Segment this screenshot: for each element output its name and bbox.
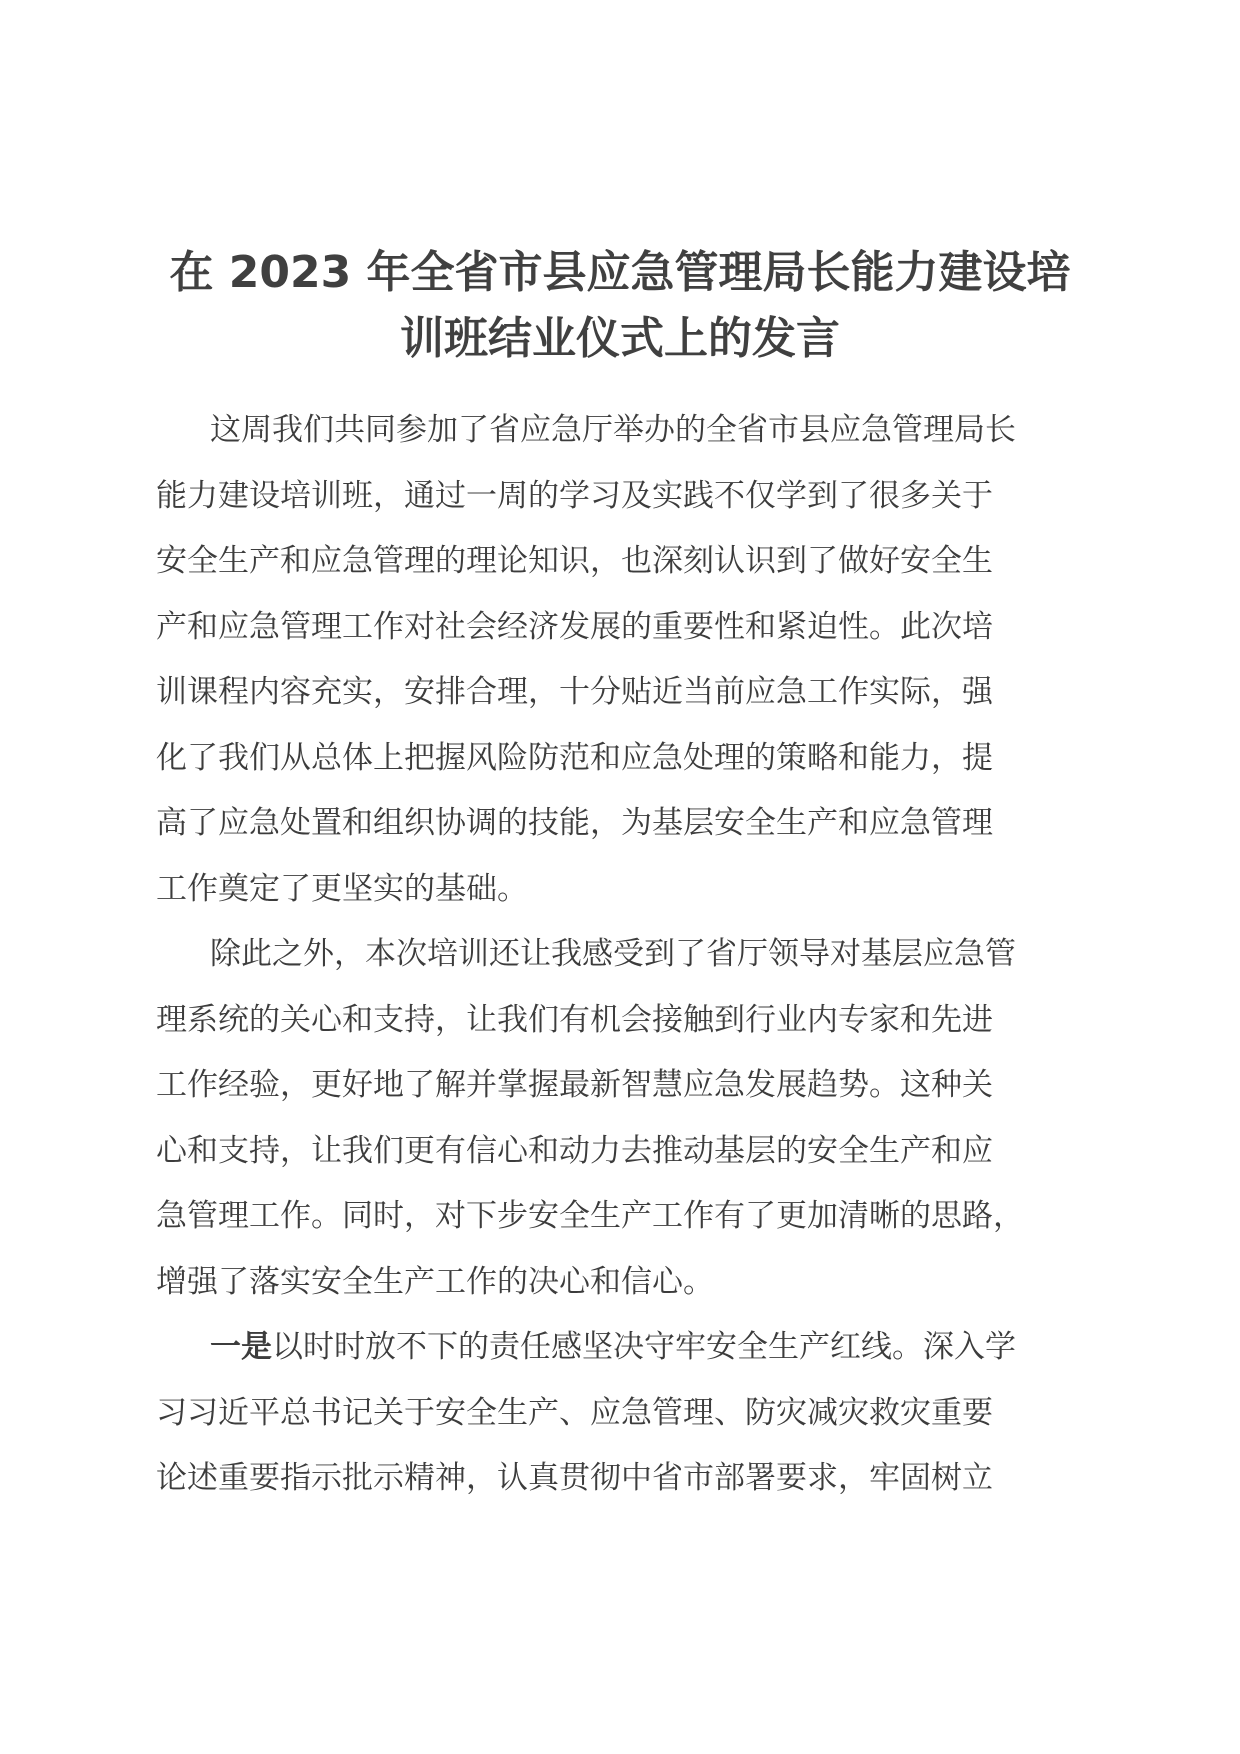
paragraph-line: 安全生产和应急管理的理论知识，也深刻认识到了做好安全生: [156, 543, 993, 579]
paragraph-line: 论述重要指示批示精神，认真贯彻中省市部署要求，牢固树立: [156, 1460, 993, 1496]
title-line: 训班结业仪式上的发言: [400, 313, 840, 364]
lead-bold-text: 一是: [210, 1329, 272, 1365]
paragraph-line: [156, 1315, 1086, 1381]
paragraph-line: 习习近平总书记关于安全生产、应急管理、防灾减灾救灾重要: [156, 1394, 993, 1431]
paragraph-1: [156, 398, 1086, 922]
paragraph-line: 工作奠定了更坚实的基础。: [156, 870, 528, 907]
paragraph-3: [156, 1315, 1086, 1512]
paragraph-line: 这周我们共同参加了省应急厅举办的全省市县应急管理局长: [210, 412, 1016, 448]
paragraph-line: 急管理工作。同时，对下步安全生产工作有了更加清晰的思路，: [156, 1198, 1024, 1234]
document-body: [156, 398, 1086, 1512]
paragraph-line: 心和支持，让我们更有信心和动力去推动基层的安全生产和应: [156, 1132, 993, 1169]
paragraph-line: 高了应急处置和组织协调的技能，为基层安全生产和应急管理: [156, 805, 993, 841]
paragraph-line: 训课程内容充实，安排合理，十分贴近当前应急工作实际，强: [156, 674, 993, 710]
paragraph-line: 产和应急管理工作对社会经济发展的重要性和紧迫性。此次培: [156, 608, 993, 645]
paragraph-line: 能力建设培训班，通过一周的学习及实践不仅学到了很多关于: [156, 477, 993, 514]
lead-rest-text: 以时时放不下的责任感坚决守牢安全生产红线。深入学: [272, 1329, 1016, 1365]
document-title: [150, 240, 1090, 372]
paragraph-line: 化了我们从总体上把握风险防范和应急处理的策略和能力，提: [156, 739, 993, 776]
paragraph-line: 工作经验，更好地了解并掌握最新智慧应急发展趋势。这种关: [156, 1067, 993, 1103]
paragraph-line: 除此之外，本次培训还让我感受到了省厅领导对基层应急管: [210, 936, 1016, 972]
title-line: 在 2023 年全省市县应急管理局长能力建设培: [169, 247, 1071, 298]
paragraph-line: 理系统的关心和支持，让我们有机会接触到行业内专家和先进: [156, 1001, 993, 1038]
paragraph-2: [156, 922, 1086, 1315]
paragraph-line: 增强了落实安全生产工作的决心和信心。: [156, 1263, 714, 1300]
